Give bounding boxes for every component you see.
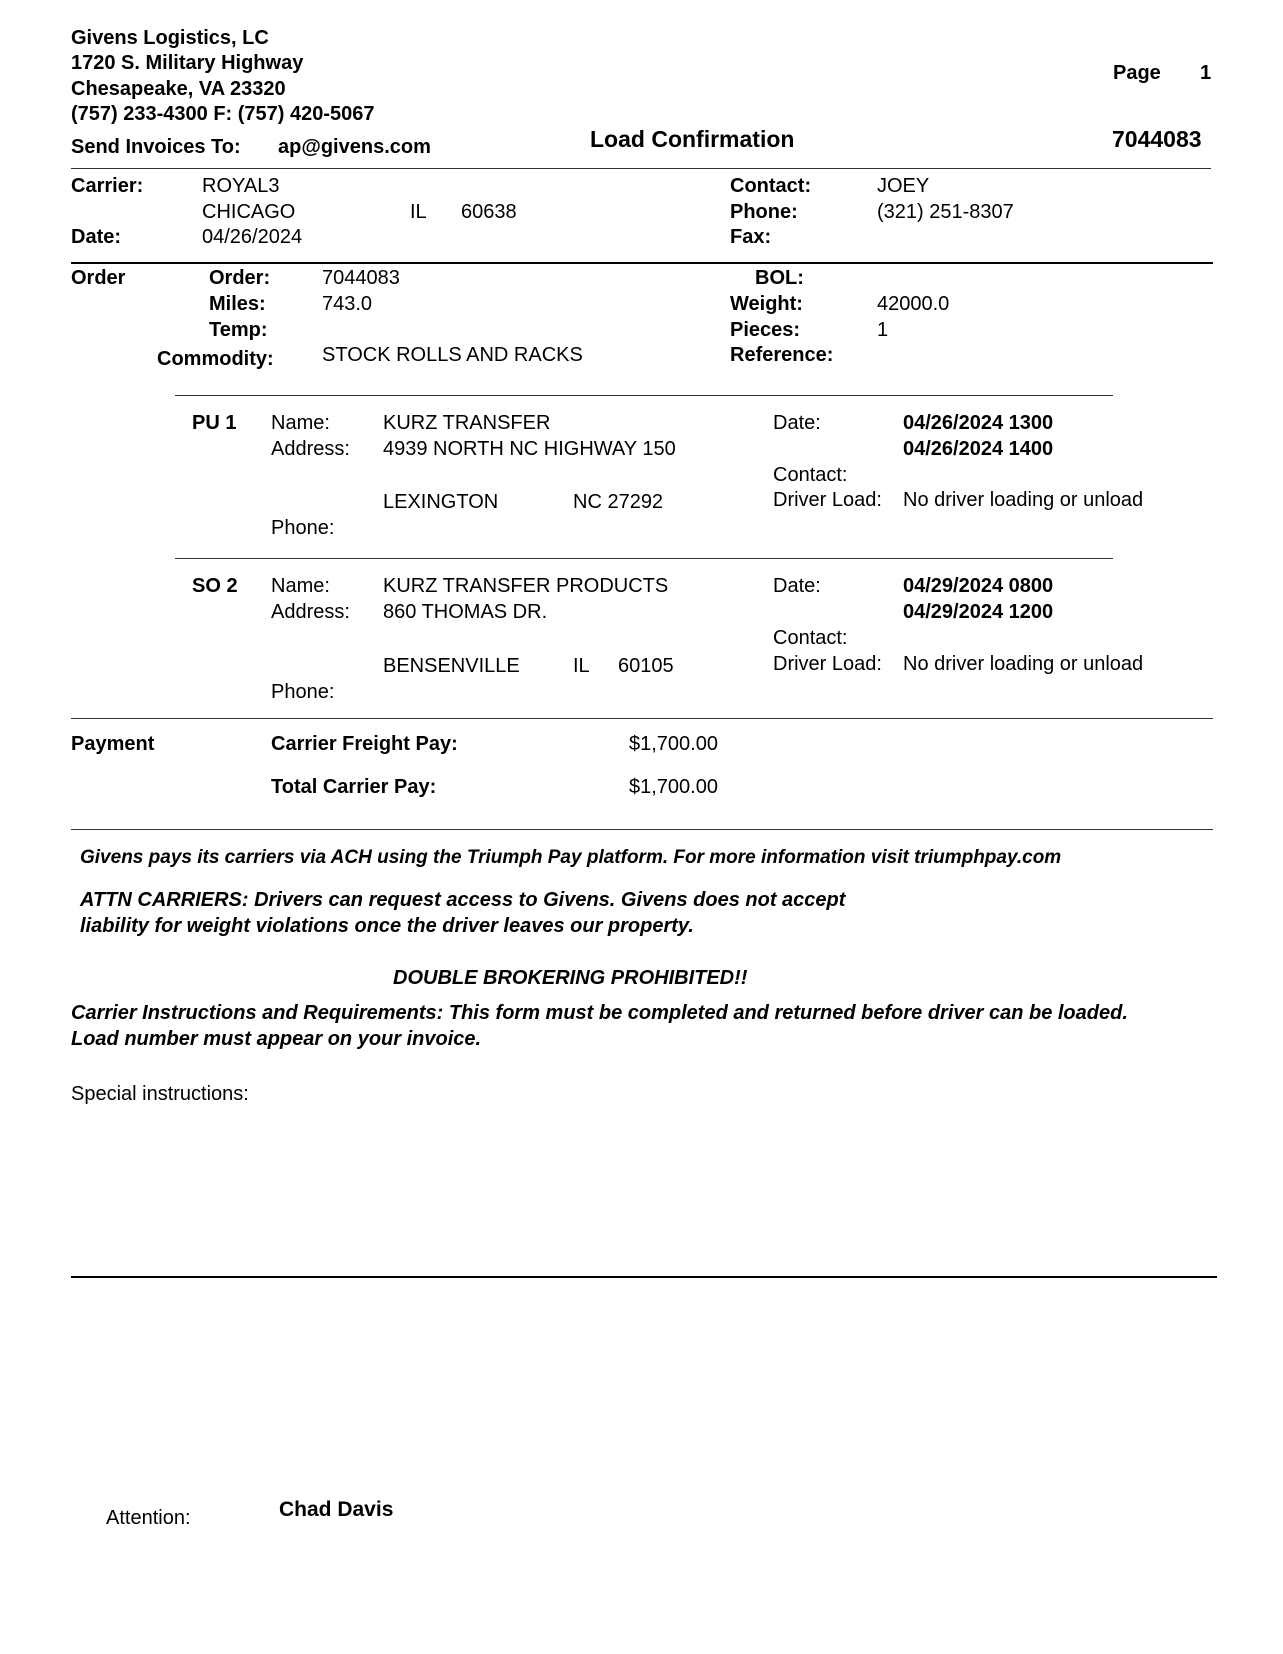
special-instructions-label: Special instructions:	[71, 1083, 249, 1105]
send-invoices-label: Send Invoices To:	[71, 136, 241, 158]
reference-label: Reference:	[730, 344, 834, 366]
carrier-state: IL	[410, 201, 427, 223]
company-phones: (757) 233-4300 F: (757) 420-5067	[71, 103, 375, 125]
pieces-label: Pieces:	[730, 319, 801, 341]
stop-contact-label: Contact:	[773, 464, 848, 486]
carrier-phone-label: Phone:	[730, 201, 798, 223]
attention-label: Attention:	[106, 1507, 191, 1529]
pieces-value: 1	[877, 319, 889, 341]
document-title: Load Confirmation	[590, 126, 795, 152]
stop-address: 860 THOMAS DR.	[383, 601, 548, 623]
carrier-contact-label: Contact:	[730, 175, 812, 197]
stop-contact-label: Contact:	[773, 627, 848, 649]
freight-pay-label: Carrier Freight Pay:	[271, 733, 458, 755]
company-name: Givens Logistics, LC	[71, 27, 269, 49]
stop-date-end: 04/29/2024 1200	[903, 601, 1054, 623]
stop-driver-load: No driver loading or unload	[903, 653, 1144, 675]
carrier-name: ROYAL3	[202, 175, 280, 197]
carrier-divider	[71, 262, 1213, 264]
order-section-label: Order	[71, 267, 126, 289]
stop-driver-load-label: Driver Load:	[773, 489, 882, 511]
attn-carriers-line2: liability for weight violations once the driver leaves our property.	[80, 915, 694, 937]
carrier-date-label: Date:	[71, 226, 122, 248]
stop-name-label: Name:	[271, 412, 330, 434]
stop-date-end: 04/26/2024 1400	[903, 438, 1054, 460]
stop-address: 4939 NORTH NC HIGHWAY 150	[383, 438, 676, 460]
carrier-contact: JOEY	[877, 175, 930, 197]
commodity-label: Commodity:	[157, 348, 274, 370]
stop-date-start: 04/29/2024 0800	[903, 575, 1054, 597]
stop-address-label: Address:	[271, 438, 350, 460]
stop-name: KURZ TRANSFER	[383, 412, 551, 434]
miles-value: 743.0	[322, 293, 373, 315]
stop-code: SO 2	[192, 575, 238, 597]
page-number: 1	[1200, 62, 1212, 84]
carrier-phone: (321) 251-8307	[877, 201, 1014, 223]
page-label: Page	[1113, 62, 1161, 84]
stop-zip: 60105	[618, 655, 674, 677]
carrier-zip: 60638	[461, 201, 517, 223]
stop-date-label: Date:	[773, 412, 821, 434]
carrier-fax-label: Fax:	[730, 226, 772, 248]
weight-label: Weight:	[730, 293, 803, 315]
stop-driver-load: No driver loading or unload	[903, 489, 1144, 511]
attention-name: Chad Davis	[279, 1498, 394, 1521]
double-brokering-notice: DOUBLE BROKERING PROHIBITED!!	[393, 967, 748, 989]
header-divider	[71, 168, 1211, 169]
stop-phone-label: Phone:	[271, 517, 335, 539]
bol-label: BOL:	[755, 267, 804, 289]
payment-section-label: Payment	[71, 733, 155, 755]
company-address-line1: 1720 S. Military Highway	[71, 52, 304, 74]
send-invoices-email: ap@givens.com	[278, 136, 431, 158]
stop-driver-load-label: Driver Load:	[773, 653, 882, 675]
stop-city: BENSENVILLE	[383, 655, 520, 677]
company-address-line2: Chesapeake, VA 23320	[71, 78, 286, 100]
carrier-label: Carrier:	[71, 175, 144, 197]
miles-label: Miles:	[209, 293, 266, 315]
temp-label: Temp:	[209, 319, 268, 341]
stop-phone-label: Phone:	[271, 681, 335, 703]
attn-carriers-line1: ATTN CARRIERS: Drivers can request access to Givens. Givens does not accept	[80, 889, 846, 911]
order-label: Order:	[209, 267, 271, 289]
stop-address-label: Address:	[271, 601, 350, 623]
special-instructions-line	[71, 1276, 1217, 1278]
stops-divider	[71, 718, 1213, 719]
weight-value: 42000.0	[877, 293, 950, 315]
freight-pay-value: $1,700.00	[629, 733, 718, 755]
stop-name: KURZ TRANSFER PRODUCTS	[383, 575, 669, 597]
carrier-date: 04/26/2024	[202, 226, 303, 248]
payment-divider	[71, 829, 1213, 830]
stop-name-label: Name:	[271, 575, 330, 597]
carrier-city: CHICAGO	[202, 201, 296, 223]
carrier-instructions-line1: Carrier Instructions and Requirements: This form must be completed and returned before driver can be loaded.	[71, 1002, 1128, 1024]
total-pay-value: $1,700.00	[629, 776, 718, 798]
stop-city: LEXINGTON	[383, 491, 499, 513]
carrier-instructions-line2: Load number must appear on your invoice.	[71, 1028, 482, 1050]
stop-code: PU 1	[192, 412, 237, 434]
stop-divider-1	[175, 395, 1113, 396]
stop-date-start: 04/26/2024 1300	[903, 412, 1054, 434]
stop-state-zip: NC 27292	[573, 491, 664, 513]
stop-date-label: Date:	[773, 575, 821, 597]
stop-divider-2	[175, 558, 1113, 559]
stop-state: IL	[573, 655, 590, 677]
commodity-value: STOCK ROLLS AND RACKS	[322, 344, 583, 366]
triumph-pay-note: Givens pays its carriers via ACH using the Triumph Pay platform. For more information visit triumphpay.com	[80, 847, 1062, 868]
load-number: 7044083	[1112, 126, 1202, 152]
total-pay-label: Total Carrier Pay:	[271, 776, 437, 798]
order-number: 7044083	[322, 267, 400, 289]
